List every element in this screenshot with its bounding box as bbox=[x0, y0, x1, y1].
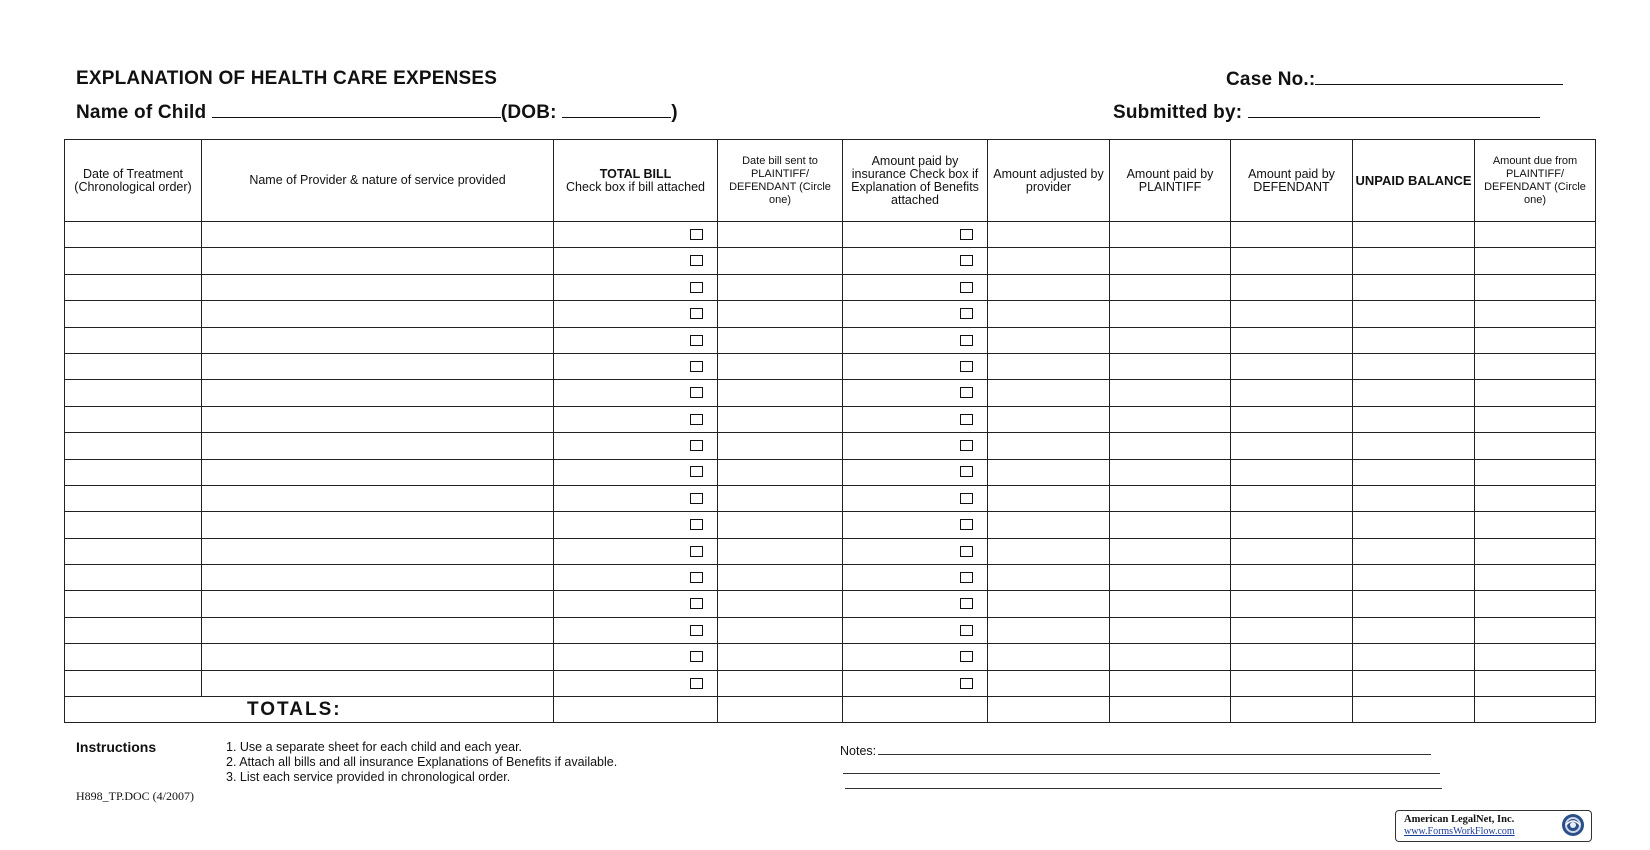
eob-attached-checkbox[interactable] bbox=[960, 598, 973, 609]
table-cell[interactable] bbox=[988, 565, 1110, 591]
table-cell[interactable] bbox=[988, 512, 1110, 538]
table-cell[interactable] bbox=[1110, 617, 1231, 643]
table-cell[interactable] bbox=[1110, 459, 1231, 485]
table-cell[interactable] bbox=[1231, 222, 1353, 248]
totals-cell[interactable] bbox=[554, 697, 718, 723]
notes-section bbox=[840, 740, 1442, 789]
child-name-label: Name of Child bbox=[76, 102, 207, 123]
table-cell[interactable] bbox=[1353, 327, 1475, 353]
table-cell[interactable] bbox=[843, 538, 988, 564]
table-cell[interactable] bbox=[988, 274, 1110, 300]
table-cell[interactable] bbox=[554, 406, 718, 432]
table-row bbox=[65, 406, 1596, 432]
table-cell[interactable] bbox=[554, 301, 718, 327]
table-cell[interactable] bbox=[718, 538, 843, 564]
table-cell[interactable] bbox=[718, 485, 843, 511]
table-cell[interactable] bbox=[718, 670, 843, 696]
child-row bbox=[76, 101, 678, 124]
logo-company: American LegalNet, Inc. bbox=[1404, 814, 1515, 825]
table-cell[interactable] bbox=[718, 433, 843, 459]
american-legalnet-logo bbox=[1395, 810, 1592, 842]
table-cell[interactable] bbox=[554, 485, 718, 511]
table-cell[interactable] bbox=[202, 485, 554, 511]
table-cell[interactable] bbox=[843, 380, 988, 406]
table-cell[interactable] bbox=[1110, 353, 1231, 379]
table-cell[interactable] bbox=[65, 301, 202, 327]
table-cell[interactable] bbox=[988, 670, 1110, 696]
table-cell[interactable] bbox=[988, 591, 1110, 617]
table-row bbox=[65, 538, 1596, 564]
col-amount-due: Amount due from PLAINTIFF/ DEFENDANT (Circle one) bbox=[1475, 140, 1596, 222]
table-cell[interactable] bbox=[988, 353, 1110, 379]
table-cell[interactable] bbox=[988, 406, 1110, 432]
table-cell[interactable] bbox=[65, 644, 202, 670]
table-cell[interactable] bbox=[65, 274, 202, 300]
bill-attached-checkbox[interactable] bbox=[690, 308, 703, 319]
col-insurance-paid: Amount paid by insurance Check box if Explanation of Benefits attached bbox=[843, 140, 988, 222]
bill-attached-checkbox[interactable] bbox=[690, 651, 703, 662]
table-row bbox=[65, 512, 1596, 538]
eob-attached-checkbox[interactable] bbox=[960, 282, 973, 293]
col-date-of-treatment: Date of Treatment (Chronological order) bbox=[65, 140, 202, 222]
case-number-row bbox=[1226, 68, 1563, 91]
table-cell[interactable] bbox=[65, 591, 202, 617]
table-cell[interactable] bbox=[1475, 512, 1596, 538]
table-cell[interactable] bbox=[554, 433, 718, 459]
totals-label: TOTALS: bbox=[65, 697, 554, 723]
table-cell[interactable] bbox=[1110, 644, 1231, 670]
table-cell[interactable] bbox=[554, 248, 718, 274]
table-cell[interactable] bbox=[1475, 459, 1596, 485]
bill-attached-checkbox[interactable] bbox=[690, 493, 703, 504]
table-cell[interactable] bbox=[202, 565, 554, 591]
table-row bbox=[65, 591, 1596, 617]
table-cell[interactable] bbox=[1231, 538, 1353, 564]
table-cell[interactable] bbox=[1475, 591, 1596, 617]
table-cell[interactable] bbox=[202, 274, 554, 300]
table-cell[interactable] bbox=[1475, 327, 1596, 353]
table-cell[interactable] bbox=[718, 353, 843, 379]
table-row bbox=[65, 353, 1596, 379]
table-cell[interactable] bbox=[1231, 617, 1353, 643]
totals-row bbox=[65, 697, 1596, 723]
table-cell[interactable] bbox=[718, 617, 843, 643]
bill-attached-checkbox[interactable] bbox=[690, 414, 703, 425]
table-cell[interactable] bbox=[843, 274, 988, 300]
table-cell[interactable] bbox=[1353, 512, 1475, 538]
table-cell[interactable] bbox=[718, 459, 843, 485]
instructions-label: Instructions bbox=[76, 739, 157, 755]
table-cell[interactable] bbox=[1231, 670, 1353, 696]
table-cell[interactable] bbox=[988, 380, 1110, 406]
table-cell[interactable] bbox=[1231, 301, 1353, 327]
table-cell[interactable] bbox=[843, 301, 988, 327]
table-cell[interactable] bbox=[202, 459, 554, 485]
table-cell[interactable] bbox=[843, 644, 988, 670]
totals-cell[interactable] bbox=[1231, 697, 1353, 723]
bill-attached-checkbox[interactable] bbox=[690, 440, 703, 451]
table-row bbox=[65, 301, 1596, 327]
table-cell[interactable] bbox=[988, 433, 1110, 459]
instructions-list bbox=[226, 740, 617, 785]
table-row bbox=[65, 670, 1596, 696]
eob-attached-checkbox[interactable] bbox=[960, 229, 973, 240]
table-cell[interactable] bbox=[1231, 380, 1353, 406]
table-cell[interactable] bbox=[988, 301, 1110, 327]
eob-attached-checkbox[interactable] bbox=[960, 493, 973, 504]
col-date-bill-sent: Date bill sent to PLAINTIFF/ DEFENDANT (Circle one) bbox=[718, 140, 843, 222]
table-cell[interactable] bbox=[1231, 248, 1353, 274]
eob-attached-checkbox[interactable] bbox=[960, 678, 973, 689]
table-row bbox=[65, 433, 1596, 459]
table-cell[interactable] bbox=[554, 591, 718, 617]
bill-attached-checkbox[interactable] bbox=[690, 519, 703, 530]
header-row bbox=[65, 140, 1596, 222]
table-cell[interactable] bbox=[65, 222, 202, 248]
submitted-by-field[interactable] bbox=[1248, 101, 1540, 118]
dob-label: (DOB: bbox=[500, 102, 557, 123]
table-row bbox=[65, 222, 1596, 248]
table-cell[interactable] bbox=[1475, 644, 1596, 670]
table-row bbox=[65, 485, 1596, 511]
table-cell[interactable] bbox=[554, 222, 718, 248]
table-cell[interactable] bbox=[554, 617, 718, 643]
table-cell[interactable] bbox=[1231, 644, 1353, 670]
table-cell[interactable] bbox=[988, 644, 1110, 670]
col-paid-plaintiff: Amount paid by PLAINTIFF bbox=[1110, 140, 1231, 222]
table-cell[interactable] bbox=[1110, 222, 1231, 248]
totals-cell[interactable] bbox=[1353, 697, 1475, 723]
table-cell[interactable] bbox=[202, 591, 554, 617]
table-cell[interactable] bbox=[1353, 380, 1475, 406]
eob-attached-checkbox[interactable] bbox=[960, 387, 973, 398]
eob-attached-checkbox[interactable] bbox=[960, 255, 973, 266]
table-cell[interactable] bbox=[843, 591, 988, 617]
notes-line[interactable] bbox=[845, 774, 1442, 789]
table-cell[interactable] bbox=[1231, 485, 1353, 511]
table-cell[interactable] bbox=[65, 380, 202, 406]
table-cell[interactable] bbox=[1110, 485, 1231, 511]
table-cell[interactable] bbox=[202, 670, 554, 696]
table-cell[interactable] bbox=[202, 644, 554, 670]
bill-attached-checkbox[interactable] bbox=[690, 335, 703, 346]
eob-attached-checkbox[interactable] bbox=[960, 651, 973, 662]
table-cell[interactable] bbox=[718, 301, 843, 327]
table-cell[interactable] bbox=[988, 459, 1110, 485]
eob-attached-checkbox[interactable] bbox=[960, 308, 973, 319]
totals-cell[interactable] bbox=[1110, 697, 1231, 723]
table-cell[interactable] bbox=[1475, 301, 1596, 327]
table-cell[interactable] bbox=[65, 327, 202, 353]
table-cell[interactable] bbox=[988, 248, 1110, 274]
notes-line[interactable] bbox=[878, 740, 1431, 755]
notes-label: Notes: bbox=[840, 744, 877, 758]
table-cell[interactable] bbox=[1110, 565, 1231, 591]
table-cell[interactable] bbox=[1110, 406, 1231, 432]
table-cell[interactable] bbox=[1353, 274, 1475, 300]
table-cell[interactable] bbox=[1353, 670, 1475, 696]
col-unpaid-balance: UNPAID BALANCE bbox=[1353, 140, 1475, 222]
case-number-field[interactable] bbox=[1315, 68, 1563, 85]
table-cell[interactable] bbox=[1475, 222, 1596, 248]
table-cell[interactable] bbox=[65, 248, 202, 274]
table-cell[interactable] bbox=[554, 670, 718, 696]
table-cell[interactable] bbox=[1231, 565, 1353, 591]
totals-cell[interactable] bbox=[843, 697, 988, 723]
case-number-label: Case No.: bbox=[1226, 69, 1316, 90]
table-cell[interactable] bbox=[65, 485, 202, 511]
table-cell[interactable] bbox=[65, 406, 202, 432]
table-cell[interactable] bbox=[1353, 406, 1475, 432]
table-cell[interactable] bbox=[554, 274, 718, 300]
eob-attached-checkbox[interactable] bbox=[960, 519, 973, 530]
totals-cell[interactable] bbox=[1475, 697, 1596, 723]
table-cell[interactable] bbox=[1475, 565, 1596, 591]
bill-attached-checkbox[interactable] bbox=[690, 572, 703, 583]
table-row bbox=[65, 565, 1596, 591]
table-cell[interactable] bbox=[1353, 485, 1475, 511]
table-cell[interactable] bbox=[1231, 327, 1353, 353]
table-cell[interactable] bbox=[718, 327, 843, 353]
table-cell[interactable] bbox=[843, 512, 988, 538]
table-cell[interactable] bbox=[1110, 380, 1231, 406]
table-cell[interactable] bbox=[1475, 353, 1596, 379]
table-cell[interactable] bbox=[1475, 433, 1596, 459]
bill-attached-checkbox[interactable] bbox=[690, 255, 703, 266]
dob-field[interactable] bbox=[562, 101, 671, 118]
eob-attached-checkbox[interactable] bbox=[960, 546, 973, 557]
table-cell[interactable] bbox=[65, 353, 202, 379]
table-cell[interactable] bbox=[1475, 406, 1596, 432]
submitted-by-row bbox=[1113, 101, 1540, 124]
table-cell[interactable] bbox=[1353, 617, 1475, 643]
table-cell[interactable] bbox=[202, 353, 554, 379]
table-cell[interactable] bbox=[1353, 353, 1475, 379]
form-code: H898_TP.DOC (4/2007) bbox=[76, 789, 195, 803]
table-cell[interactable] bbox=[65, 565, 202, 591]
table-cell[interactable] bbox=[1475, 248, 1596, 274]
table-cell[interactable] bbox=[65, 538, 202, 564]
total-bill-sub: Check box if bill attached bbox=[566, 179, 705, 194]
table-cell[interactable] bbox=[1110, 301, 1231, 327]
table-cell[interactable] bbox=[554, 565, 718, 591]
table-cell[interactable] bbox=[554, 512, 718, 538]
table-cell[interactable] bbox=[554, 459, 718, 485]
table-cell[interactable] bbox=[718, 512, 843, 538]
table-cell[interactable] bbox=[1475, 380, 1596, 406]
table-cell[interactable] bbox=[202, 248, 554, 274]
total-bill-heading: TOTAL BILL bbox=[599, 166, 672, 181]
table-cell[interactable] bbox=[554, 644, 718, 670]
table-cell[interactable] bbox=[988, 617, 1110, 643]
table-cell[interactable] bbox=[65, 433, 202, 459]
table-cell[interactable] bbox=[843, 485, 988, 511]
eob-attached-checkbox[interactable] bbox=[960, 361, 973, 372]
table-cell[interactable] bbox=[1475, 617, 1596, 643]
table-cell[interactable] bbox=[843, 670, 988, 696]
totals-cell[interactable] bbox=[988, 697, 1110, 723]
table-cell[interactable] bbox=[843, 406, 988, 432]
eob-attached-checkbox[interactable] bbox=[960, 414, 973, 425]
notes-line[interactable] bbox=[843, 759, 1440, 774]
table-cell[interactable] bbox=[65, 617, 202, 643]
table-cell[interactable] bbox=[718, 248, 843, 274]
table-cell[interactable] bbox=[202, 301, 554, 327]
table-cell[interactable] bbox=[202, 538, 554, 564]
table-cell[interactable] bbox=[1110, 512, 1231, 538]
globe-icon bbox=[1561, 813, 1585, 837]
table-cell[interactable] bbox=[202, 406, 554, 432]
table-cell[interactable] bbox=[988, 222, 1110, 248]
table-cell[interactable] bbox=[65, 670, 202, 696]
table-cell[interactable] bbox=[1110, 274, 1231, 300]
dob-close: ) bbox=[671, 102, 678, 123]
logo-website[interactable]: www.FormsWorkFlow.com bbox=[1404, 826, 1515, 837]
table-cell[interactable] bbox=[1353, 301, 1475, 327]
bill-attached-checkbox[interactable] bbox=[690, 598, 703, 609]
eob-attached-checkbox[interactable] bbox=[960, 625, 973, 636]
table-cell[interactable] bbox=[1231, 406, 1353, 432]
bill-attached-checkbox[interactable] bbox=[690, 678, 703, 689]
table-cell[interactable] bbox=[843, 353, 988, 379]
table-cell[interactable] bbox=[718, 644, 843, 670]
instruction-item: 3. List each service provided in chronological order. bbox=[226, 770, 511, 784]
instruction-item: 2. Attach all bills and all insurance Explanations of Benefits if available. bbox=[226, 755, 618, 769]
table-cell[interactable] bbox=[718, 380, 843, 406]
table-row bbox=[65, 644, 1596, 670]
table-cell[interactable] bbox=[843, 565, 988, 591]
instruction-item: 1. Use a separate sheet for each child and each year. bbox=[226, 740, 523, 754]
table-cell[interactable] bbox=[554, 353, 718, 379]
table-cell[interactable] bbox=[843, 327, 988, 353]
bill-attached-checkbox[interactable] bbox=[690, 625, 703, 636]
table-cell[interactable] bbox=[843, 459, 988, 485]
eob-attached-checkbox[interactable] bbox=[960, 572, 973, 583]
table-cell[interactable] bbox=[718, 565, 843, 591]
table-row bbox=[65, 248, 1596, 274]
table-cell[interactable] bbox=[988, 327, 1110, 353]
table-cell[interactable] bbox=[1231, 353, 1353, 379]
table-cell[interactable] bbox=[202, 617, 554, 643]
table-cell[interactable] bbox=[1353, 248, 1475, 274]
table-cell[interactable] bbox=[1353, 459, 1475, 485]
table-cell[interactable] bbox=[1475, 670, 1596, 696]
table-cell[interactable] bbox=[1353, 538, 1475, 564]
table-cell[interactable] bbox=[988, 538, 1110, 564]
bill-attached-checkbox[interactable] bbox=[690, 546, 703, 557]
bill-attached-checkbox[interactable] bbox=[690, 466, 703, 477]
table-cell[interactable] bbox=[1231, 459, 1353, 485]
table-cell[interactable] bbox=[843, 222, 988, 248]
table-cell[interactable] bbox=[1110, 670, 1231, 696]
table-cell[interactable] bbox=[1475, 485, 1596, 511]
col-paid-defendant: Amount paid by DEFENDANT bbox=[1231, 140, 1353, 222]
table-cell[interactable] bbox=[202, 512, 554, 538]
table-row bbox=[65, 327, 1596, 353]
table-cell[interactable] bbox=[1353, 565, 1475, 591]
table-cell[interactable] bbox=[1353, 591, 1475, 617]
table-cell[interactable] bbox=[718, 406, 843, 432]
table-cell[interactable] bbox=[65, 459, 202, 485]
table-cell[interactable] bbox=[202, 380, 554, 406]
table-cell[interactable] bbox=[1110, 327, 1231, 353]
table-cell[interactable] bbox=[988, 485, 1110, 511]
bill-attached-checkbox[interactable] bbox=[690, 229, 703, 240]
table-cell[interactable] bbox=[718, 591, 843, 617]
table-cell[interactable] bbox=[202, 433, 554, 459]
table-cell[interactable] bbox=[1110, 433, 1231, 459]
child-name-field[interactable] bbox=[212, 101, 501, 118]
table-cell[interactable] bbox=[718, 274, 843, 300]
table-cell[interactable] bbox=[1231, 591, 1353, 617]
table-row bbox=[65, 617, 1596, 643]
table-cell[interactable] bbox=[1110, 591, 1231, 617]
table-cell[interactable] bbox=[1353, 222, 1475, 248]
eob-attached-checkbox[interactable] bbox=[960, 335, 973, 346]
col-provider: Name of Provider & nature of service provided bbox=[202, 140, 554, 222]
bill-attached-checkbox[interactable] bbox=[690, 282, 703, 293]
bill-attached-checkbox[interactable] bbox=[690, 387, 703, 398]
submitted-by-label: Submitted by: bbox=[1113, 102, 1243, 123]
table-cell[interactable] bbox=[554, 327, 718, 353]
table-row bbox=[65, 459, 1596, 485]
expenses-table bbox=[64, 139, 1596, 723]
col-adjusted: Amount adjusted by provider bbox=[988, 140, 1110, 222]
table-cell[interactable] bbox=[1231, 512, 1353, 538]
table-cell[interactable] bbox=[202, 327, 554, 353]
table-cell[interactable] bbox=[718, 222, 843, 248]
eob-attached-checkbox[interactable] bbox=[960, 440, 973, 451]
table-cell[interactable] bbox=[1110, 538, 1231, 564]
table-cell[interactable] bbox=[843, 433, 988, 459]
bill-attached-checkbox[interactable] bbox=[690, 361, 703, 372]
table-cell[interactable] bbox=[202, 222, 554, 248]
table-cell[interactable] bbox=[1475, 538, 1596, 564]
table-row bbox=[65, 380, 1596, 406]
table-cell[interactable] bbox=[1110, 248, 1231, 274]
table-cell[interactable] bbox=[554, 538, 718, 564]
table-cell[interactable] bbox=[843, 248, 988, 274]
col-total-bill bbox=[554, 140, 718, 222]
table-row bbox=[65, 274, 1596, 300]
table-cell[interactable] bbox=[1475, 274, 1596, 300]
table-cell[interactable] bbox=[843, 617, 988, 643]
table-cell[interactable] bbox=[1231, 433, 1353, 459]
table-cell[interactable] bbox=[65, 512, 202, 538]
form-title: EXPLANATION OF HEALTH CARE EXPENSES bbox=[76, 68, 498, 89]
totals-cell[interactable] bbox=[718, 697, 843, 723]
table-cell[interactable] bbox=[1231, 274, 1353, 300]
table-cell[interactable] bbox=[554, 380, 718, 406]
table-cell[interactable] bbox=[1353, 433, 1475, 459]
table-cell[interactable] bbox=[1353, 644, 1475, 670]
eob-attached-checkbox[interactable] bbox=[960, 466, 973, 477]
